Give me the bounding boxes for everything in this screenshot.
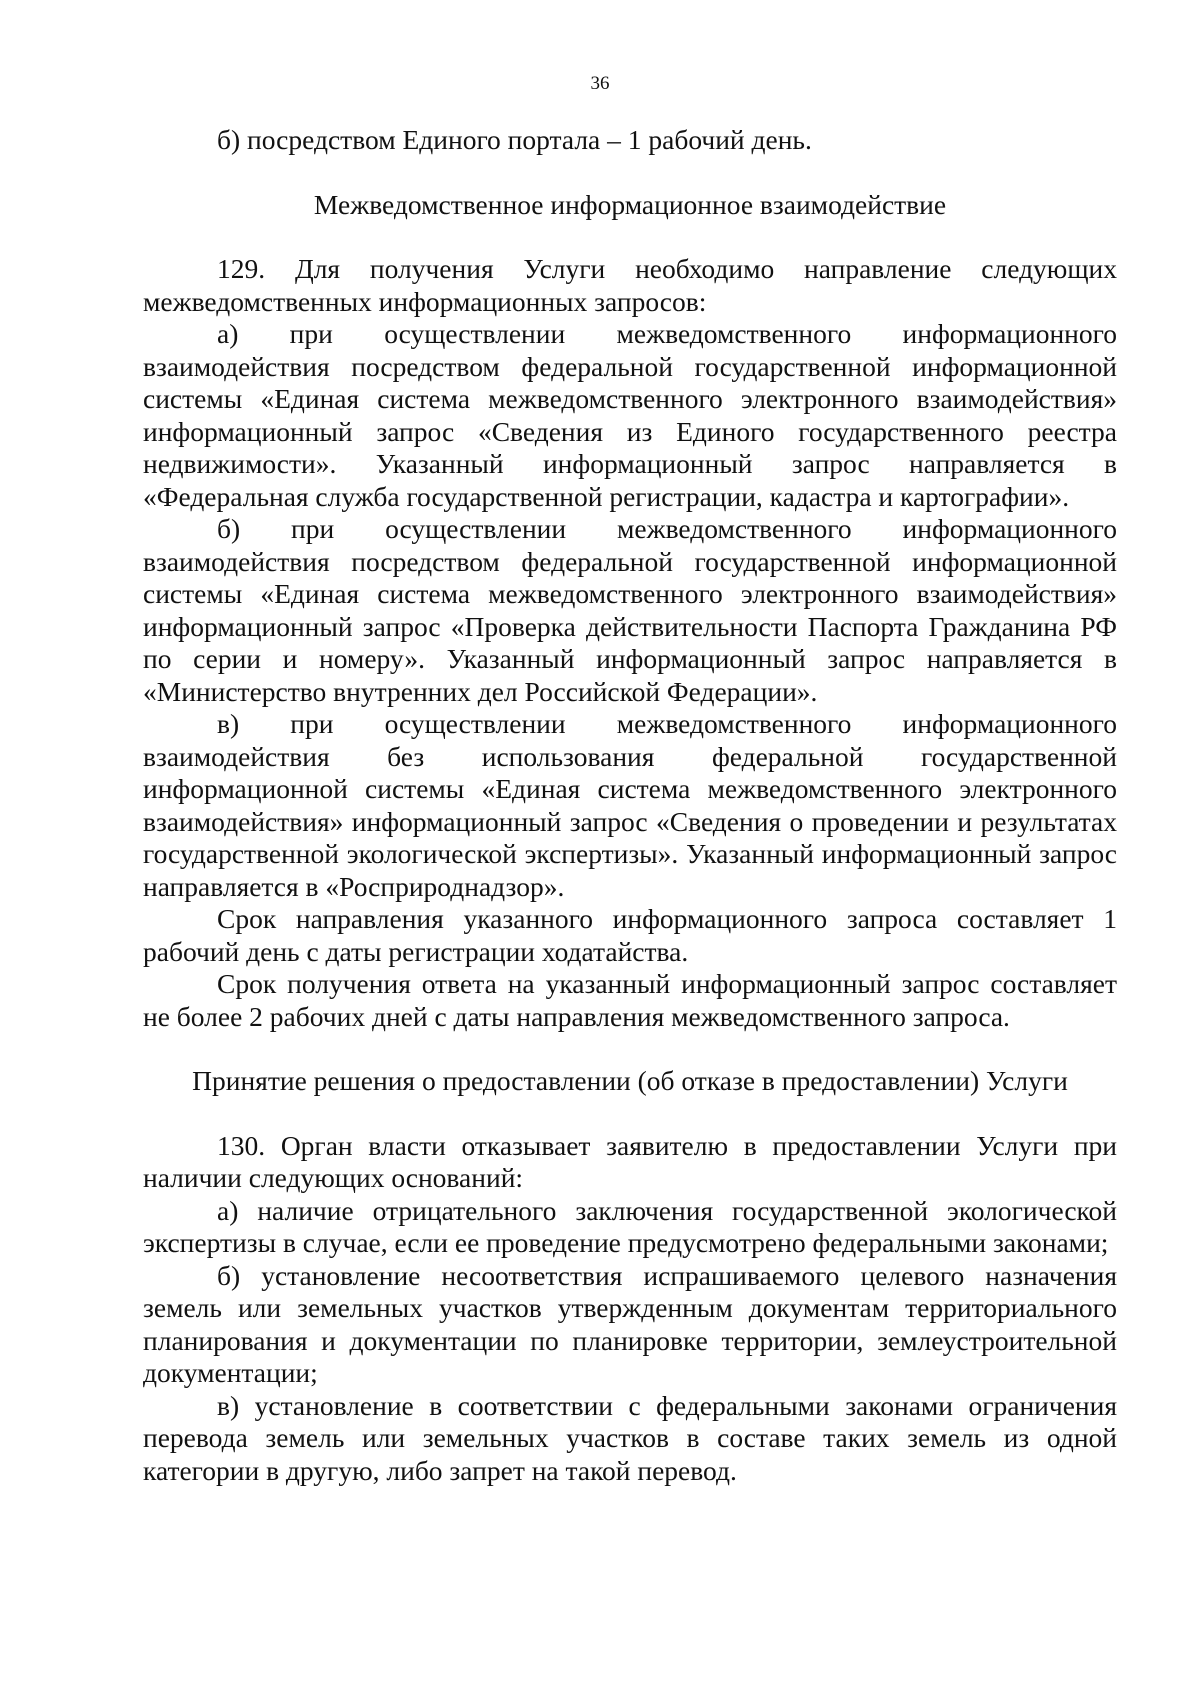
section-heading-decision: Принятие решения о предоставлении (об отказе в предоставлении) Услуги xyxy=(192,1065,1068,1096)
paragraph-response-deadline: Срок получения ответа на указанный информационный запрос составляет не более 2 рабочих дней с даты направления межведомственного запроса. xyxy=(143,968,1117,1032)
paragraph-130-v: в) установление в соответствии с федеральными законами ограничения перевода земель или земельных участков в составе таких земель из одной категории в другую, либо запрет на такой перевод. xyxy=(143,1389,1117,1486)
paragraph-129: 129. Для получения Услуги необходимо направление следующих межведомственных информационных запросов: xyxy=(143,253,1117,317)
paragraph-b-portal: б) посредством Единого портала – 1 рабочий день. xyxy=(217,124,812,155)
paragraph-130: 130. Орган власти отказывает заявителю в предоставлении Услуги при наличии следующих оснований: xyxy=(143,1129,1117,1193)
section-heading-interagency: Межведомственное информационное взаимодействие xyxy=(313,188,947,220)
paragraph-request-deadline: Срок направления указанного информационного запроса составляет 1 рабочий день с даты регистрации ходатайства. xyxy=(143,903,1117,967)
paragraph-129-v: в) при осуществлении межведомственного информационного взаимодействия без использования федеральной государственной информационной системы «Единая система межведомственного электронного взаимодействия» информационный запрос «Сведения о проведении и результатах государственной экологической экспертизы». Указанный информационный запрос направляется в «Росприроднадзор». xyxy=(143,708,1117,902)
paragraph-130-a: а) наличие отрицательного заключения государственной экологической экспертизы в случае, если ее проведение предусмотрено федеральными законами; xyxy=(143,1194,1117,1258)
paragraph-130-b: б) установление несоответствия испрашиваемого целевого назначения земель или земельных участков утвержденным документам территориального планирования и документации по планировке территории, землеустроительной документации; xyxy=(143,1259,1117,1388)
paragraph-129-b: б) при осуществлении межведомственного информационного взаимодействия посредством федеральной государственной информационной системы «Единая система межведомственного электронного взаимодействия» информационный запрос «Проверка действительности Паспорта Гражданина РФ по серии и номеру». Указанный информационный запрос направляется в «Министерство внутренних дел Российской Федерации». xyxy=(143,513,1117,707)
document-body xyxy=(143,124,1117,1487)
paragraph-129-a: а) при осуществлении межведомственного информационного взаимодействия посредством федеральной государственной информационной системы «Единая система межведомственного электронного взаимодействия» информационный запрос «Сведения из Единого государственного реестра недвижимости». Указанный информационный запрос направляется в «Федеральная служба государственной регистрации, кадастра и картографии». xyxy=(143,318,1117,512)
page-number: 36 xyxy=(590,73,610,94)
